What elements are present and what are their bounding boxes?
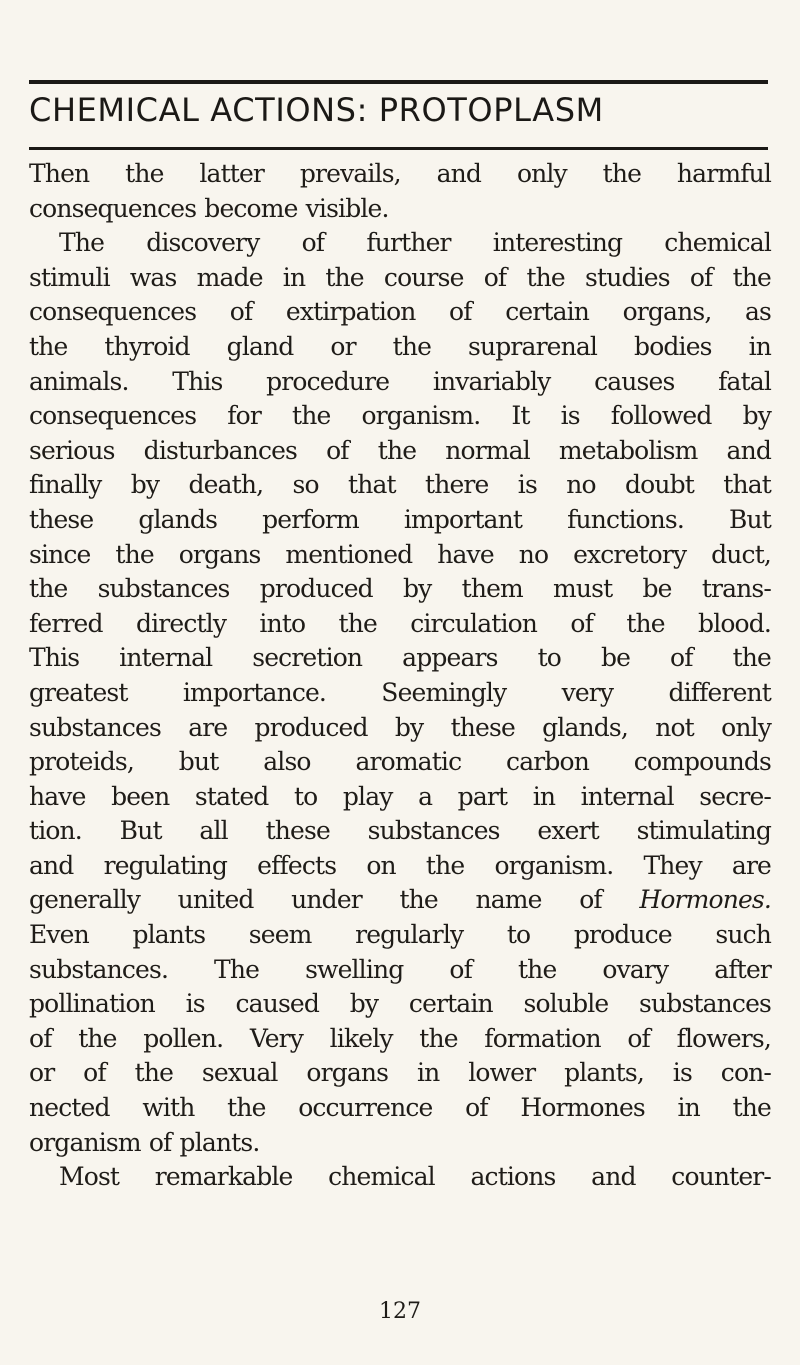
italic-term: Hormones. bbox=[639, 885, 771, 915]
text-line: and regulating effects on the organism. They are bbox=[29, 850, 771, 880]
text-line: substances. The swelling of the ovary after bbox=[29, 954, 771, 984]
text-line-with-italic bbox=[29, 883, 771, 918]
text-line: substances are produced by these glands, not only bbox=[29, 712, 771, 742]
text-line: greatest importance. Seemingly very different bbox=[29, 677, 771, 707]
text-line: consequences for the organism. It is followed by bbox=[29, 401, 771, 431]
text-line: pollination is caused by certain soluble substances bbox=[29, 989, 771, 1019]
text-line: since the organs mentioned have no excretory duct, bbox=[29, 539, 771, 569]
text-segment: generally united under the name of bbox=[29, 885, 640, 915]
text-line: or of the sexual organs in lower plants, is con- bbox=[29, 1058, 771, 1088]
page-number: 127 bbox=[379, 1299, 421, 1324]
text-line: nected with the occurrence of Hormones in the bbox=[29, 1093, 771, 1123]
book-page bbox=[29, 0, 771, 1365]
text-line: Then the latter prevails, and only the harmful bbox=[29, 159, 771, 188]
running-head: CHEMICAL ACTIONS: PROTOPLASM bbox=[29, 91, 604, 129]
text-line: these glands perform important functions. But bbox=[29, 504, 771, 534]
text-line: Most remarkable chemical actions and counter- bbox=[59, 1162, 771, 1192]
text-line: animals. This procedure invariably causes fatal bbox=[29, 366, 771, 396]
body-text bbox=[29, 157, 771, 1195]
text-line: ferred directly into the circulation of the blood. bbox=[29, 608, 771, 638]
text-line: the substances produced by them must be trans- bbox=[29, 574, 771, 604]
text-line: tion. But all these substances exert stimulating bbox=[29, 816, 771, 846]
text-line: organism of plants. bbox=[29, 1127, 260, 1157]
text-line: have been stated to play a part in internal secre- bbox=[29, 781, 771, 811]
text-line: This internal secretion appears to be of the bbox=[29, 643, 771, 673]
header-rule-bottom bbox=[29, 147, 768, 150]
text-line: Even plants seem regularly to produce such bbox=[29, 920, 771, 950]
text-line: consequences become visible. bbox=[29, 193, 389, 223]
text-line: The discovery of further interesting chemical bbox=[59, 228, 771, 258]
text-line: serious disturbances of the normal metabolism and bbox=[29, 435, 771, 465]
text-line: the thyroid gland or the suprarenal bodies in bbox=[29, 331, 771, 361]
header-rule-top bbox=[29, 80, 768, 84]
text-line: consequences of extirpation of certain organs, as bbox=[29, 297, 771, 327]
text-line: proteids, but also aromatic carbon compounds bbox=[29, 747, 771, 777]
text-line: of the pollen. Very likely the formation of flowers, bbox=[29, 1023, 771, 1053]
text-line: finally by death, so that there is no doubt that bbox=[29, 470, 771, 500]
text-line: stimuli was made in the course of the studies of the bbox=[29, 262, 771, 292]
